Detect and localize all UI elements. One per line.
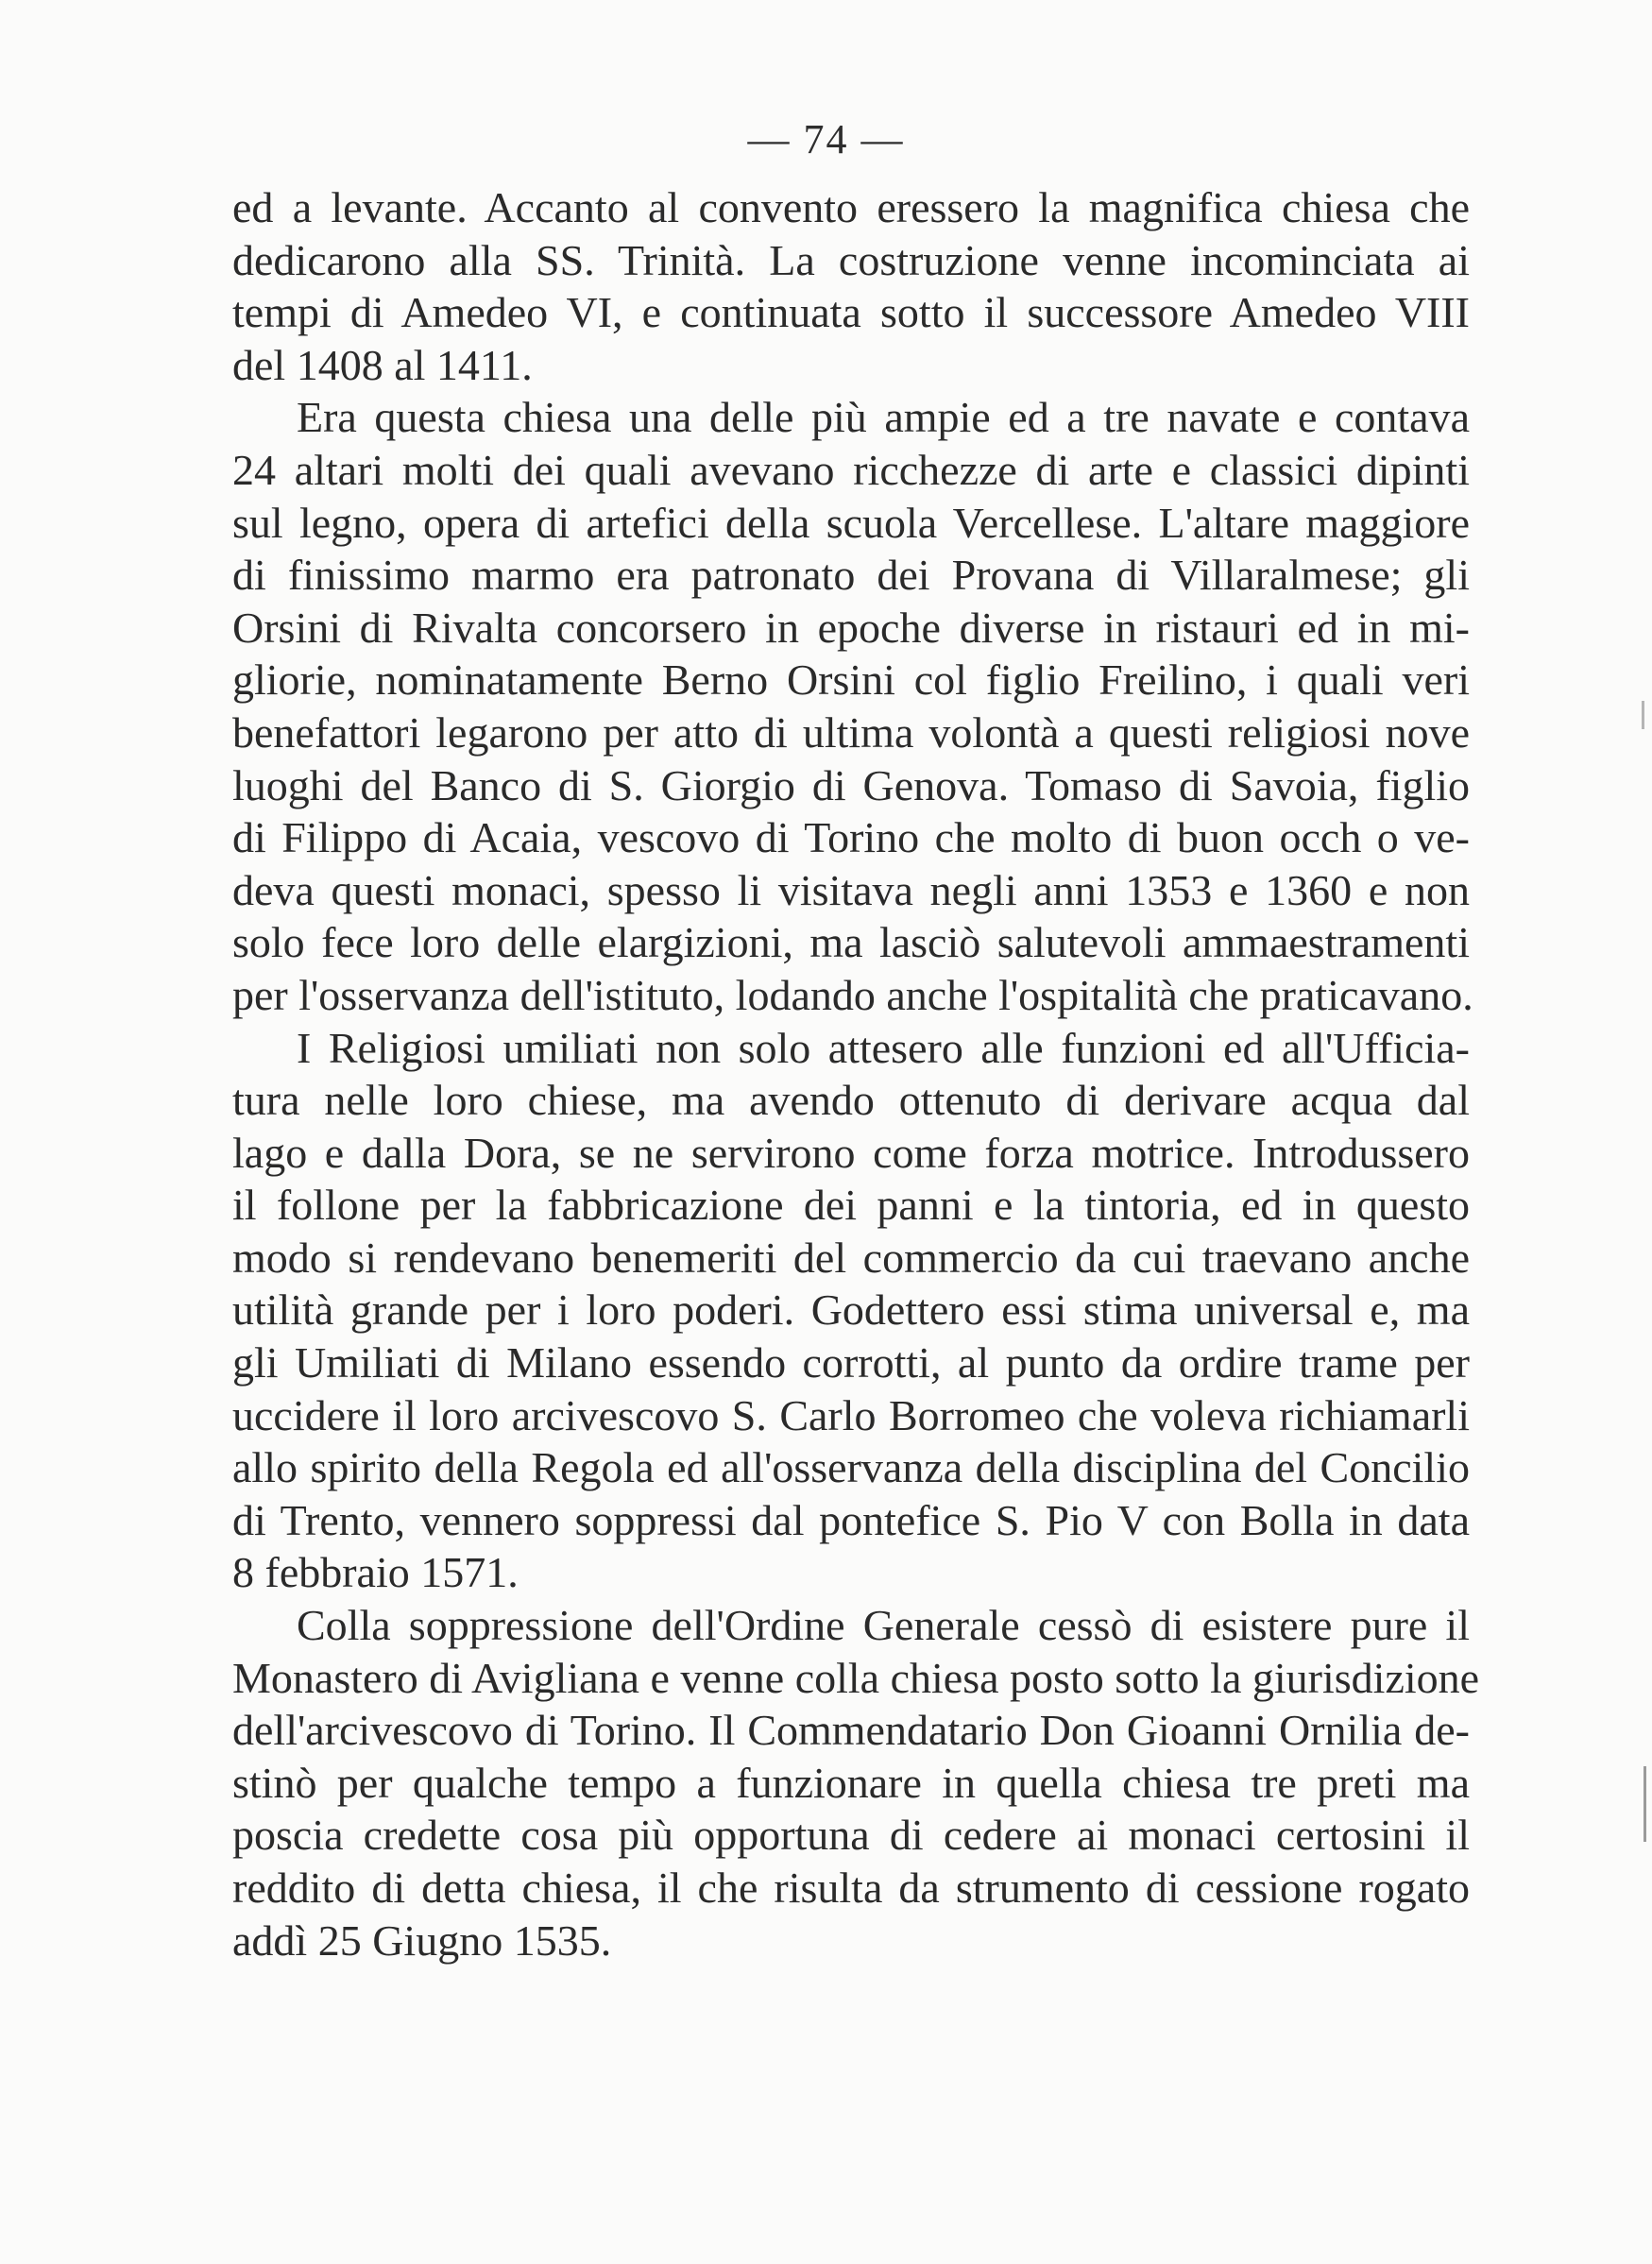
text-line: poscia credette cosa più opportuna di cedere ai monaci certosini il (232, 1811, 1470, 1860)
text-line: reddito di detta chiesa, il che risulta da strumento di cessione rogato (232, 1864, 1470, 1912)
paragraph-3 (232, 1022, 1470, 1600)
text-line: tempi di Amedeo VI, e continuata sotto il successore Amedeo VIII (232, 288, 1470, 337)
text-line: Orsini di Rivalta concorsero in epoche diverse in ristauri ed in mi- (232, 603, 1470, 652)
paragraph-2 (232, 391, 1473, 1021)
scan-edge-mark (1642, 701, 1644, 729)
text-line: sul legno, opera di artefici della scuola Vercellese. L'altare maggiore (232, 498, 1470, 547)
text-line: allo spirito della Regola ed all'osservanza della disciplina del Concilio (232, 1443, 1470, 1492)
text-line: Colla soppressione dell'Ordine Generale cessò di esistere pure il (297, 1601, 1470, 1650)
text-line: benefattori legarono per atto di ultima volontà a questi religiosi nove (232, 707, 1470, 757)
text-line: di Trento, vennero soppressi dal pontefice S. Pio V con Bolla in data (232, 1495, 1470, 1544)
text-line: luoghi del Banco di S. Giorgio di Genova. Tomaso di Savoia, figlio (232, 760, 1470, 809)
text-line: di Filippo di Acaia, vescovo di Torino che molto di buon occh o ve- (232, 813, 1470, 862)
text-line: gliorie, nominatamente Berno Orsini col figlio Freilino, i quali veri (232, 655, 1470, 705)
paragraph-1 (232, 181, 1470, 391)
text-line: 8 febbraio 1571. (232, 1548, 519, 1597)
text-line: Monastero di Avigliana e venne colla chiesa posto sotto la giurisdizione (232, 1653, 1480, 1702)
text-line: 24 altari molti dei quali avevano ricchezze di arte e classici dipinti (232, 445, 1470, 494)
text-line: il follone per la fabbricazione dei panni e la tintoria, ed in questo (232, 1181, 1470, 1230)
text-line: del 1408 al 1411. (232, 340, 533, 389)
text-line: lago e dalla Dora, se ne servirono come forza motrice. Introdussero (232, 1128, 1470, 1177)
text-line: per l'osservanza dell'istituto, lodando anche l'ospitalità che praticavano. (232, 970, 1473, 1019)
page-number: — 74 — (747, 116, 905, 162)
text-line: gli Umiliati di Milano essendo corrotti, al punto da ordire trame per (232, 1338, 1470, 1387)
text-line: Era questa chiesa una delle più ampie ed a tre navate e contava (297, 393, 1470, 442)
text-line: deva questi monaci, spesso li visitava negli anni 1353 e 1360 e non (232, 865, 1470, 914)
body-text (232, 181, 1480, 1966)
text-line: dell'arcivescovo di Torino. Il Commendatario Don Gioanni Ornilia de- (232, 1706, 1470, 1755)
text-line: modo si rendevano benemeriti del commercio da cui traevano anche (232, 1233, 1470, 1282)
scan-edge-mark (1643, 1766, 1646, 1842)
text-line: addì 25 Giugno 1535. (232, 1915, 612, 1965)
text-line: ed a levante. Accanto al convento eressero la magnifica chiesa che (232, 183, 1470, 231)
text-line: I Religiosi umiliati non solo attesero alle funzioni ed all'Ufficia- (297, 1023, 1470, 1072)
paragraph-4 (232, 1599, 1480, 1966)
text-line: solo fece loro delle elargizioni, ma lasciò salutevoli ammaestramenti (232, 918, 1470, 967)
text-line: tura nelle loro chiese, ma avendo ottenuto di derivare acqua dal (232, 1076, 1470, 1125)
text-line: di finissimo marmo era patronato dei Provana di Villaralmese; gli (232, 551, 1470, 600)
text-line: stinò per qualche tempo a funzionare in quella chiesa tre preti ma (232, 1758, 1470, 1807)
text-line: uccidere il loro arcivescovo S. Carlo Borromeo che voleva richiamarli (232, 1390, 1470, 1439)
text-line: utilità grande per i loro poderi. Godettero essi stima universal e, ma (232, 1285, 1470, 1335)
text-line: dedicarono alla SS. Trinità. La costruzione venne incominciata ai (232, 235, 1470, 284)
